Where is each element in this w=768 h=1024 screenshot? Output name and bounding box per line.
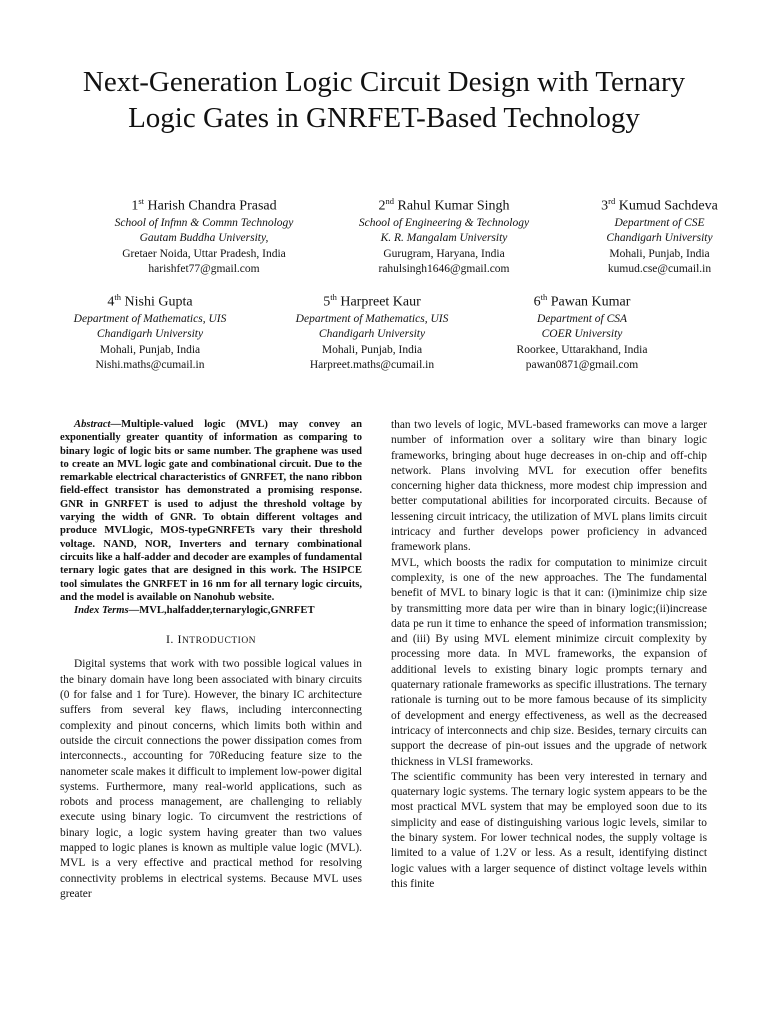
left-column (60, 418, 362, 902)
author-dept: Department of Mathematics, UIS (73, 312, 227, 325)
index-terms-label: Index Terms (74, 605, 129, 617)
author-dept: School of Engineering & Technology (358, 216, 530, 229)
author-email: pawan0871@gmail.com (525, 359, 639, 372)
author-dept: School of Infmn & Commn Technology (114, 216, 294, 229)
author-email: harishfet77@gmail.com (148, 263, 260, 276)
author-name: Nishi Gupta (124, 294, 193, 310)
author-1: 1st Harish Chandra Prasad School of Infmn & Commn Technology Gautam Buddha University, Gretaer Noida, Uttar Pradesh, India harishfet77@gmail.com (84, 192, 324, 278)
section-heading: I. INTRODUCTION (165, 632, 257, 647)
author-location: Mohali, Punjab, India (99, 343, 201, 356)
author-2: 2nd Rahul Kumar Singh School of Engineering & Technology K. R. Mangalam University Gurugram, Haryana, India rahulsingh1646@gmail.com (334, 192, 554, 278)
author-dept: Department of CSE (614, 216, 705, 229)
author-univ: Chandigarh University (318, 328, 426, 341)
abstract-text: —Multiple-valued logic (MVL) may convey an exponentially greater quantity of information as comparing to binary logic of logic bits or same number. The graphene was used to create an MVL logic gate and combinational circuit. Due to the remarkable electrical characteristics of GNRFET, the nano ribbon field-effect transistor has demonstrated a promising response. GNR in GNRFET is used to adjust the threshold voltage by varying the width of GNR. To obtain different voltages and produce MVLlogic, MOS-typeGNRFETs vary their threshold voltage. NAND, NOR, Inverters and ternary combinational circuits like a half-adder and decoder are examples of fundamental ternary logic gates that are designed in this work. The HSIPCE tool simulates the GNRFET in 16 nm for all ternary logic circuits, and the model is available on Nanohub website. (60, 419, 363, 603)
author-dept: Department of Mathematics, UIS (295, 312, 449, 325)
author-univ: Chandigarh University (606, 232, 713, 245)
index-terms (60, 604, 362, 617)
title-line-1: Next-Generation Logic Circuit Design with Ternary (82, 66, 686, 98)
author-email: kumud.cse@cumail.in (607, 263, 712, 276)
right-paragraph-3: The scientific community has been very interested in ternary and quaternary logic systems. The ternary logic system appears to be the most practical MVL system that may be employed soon due to its simplicity and ease of distinguishing various logic levels, similar to the binary system. For lower technical nodes, the supply voltage is limited to a value of 1.2V or less. As a result, identifying distinct logic values with a larger sequence of distinct voltage levels within this finite (391, 770, 707, 890)
author-univ: Chandigarh University (96, 328, 204, 341)
author-location: Mohali, Punjab, India (321, 343, 423, 356)
author-univ: K. R. Mangalam University (380, 232, 508, 245)
paper-title (40, 64, 728, 136)
author-name: Rahul Kumar Singh (397, 198, 510, 214)
author-univ: Gautam Buddha University, (139, 232, 269, 245)
index-terms-text: —MVL,halfadder,ternarylogic,GNRFET (128, 605, 315, 617)
author-email: Nishi.maths@cumail.in (95, 359, 205, 372)
author-location: Mohali, Punjab, India (609, 247, 710, 260)
right-paragraph-1: than two levels of logic, MVL-based frameworks can move a larger number of information over a solitary wire than binary logic frameworks, bringing about huge decreases in on-chip and off-chip network. Plans involving MVL for execution offer benefits concerning higher data thickness, more modest chip impression and better computational abilities for incorporated circuits. Because of lessening circuit intricacy, the utilization of MVL plans limits circuit intricacy and further develops power proficiency in advanced framework plans. (391, 419, 707, 554)
title-line-2: Logic Gates in GNRFET-Based Technology (128, 102, 640, 134)
author-email: Harpreet.maths@cumail.in (309, 359, 435, 372)
intro-paragraph: Digital systems that work with two possible logical values in the binary domain have long been associated with binary circuits (0 for false and 1 for Ture). However, the binary IC architecture suffers from several key flaws, including interconnecting complexity and pinout concerns, which limits both within and outside the circuit connections the power dissipation comes from interconnects., accounting for 70Reducing feature size to the nanometer scale makes it difficult to implement low-power digital systems. Furthermore, many real-world applications, such as robots and process management, are challenging to reliably execute using binary logic. To circumvent the restrictions of binary logic, a logic system having greater than two values mapped to logic planes is known as multiple value logic (MVL). MVL is a very effective and practical method for resolving connectivity problems in electrical systems. Because MVL uses greater (60, 658, 362, 900)
abstract (60, 418, 362, 604)
author-location: Gurugram, Haryana, India (383, 247, 505, 260)
author-name: Harpreet Kaur (340, 294, 421, 310)
author-email: rahulsingh1646@gmail.com (378, 263, 510, 276)
author-3: 3rd Kumud Sachdeva Department of CSE Chandigarh University Mohali, Punjab, India kumud.cse@cumail.in (572, 192, 747, 278)
right-column (391, 418, 707, 892)
author-5: 5th Harpreet Kaur Department of Mathematics, UIS Chandigarh University Mohali, Punjab, India Harpreet.maths@cumail.in (272, 288, 472, 374)
author-6: 6th Pawan Kumar Department of CSA COER University Roorkee, Uttarakhand, India pawan0871@gmail.com (482, 288, 682, 374)
abstract-label: Abstract (74, 419, 111, 430)
author-name: Harish Chandra Prasad (147, 198, 277, 214)
author-name: Kumud Sachdeva (618, 198, 718, 214)
author-location: Roorkee, Uttarakhand, India (516, 343, 648, 356)
author-location: Gretaer Noida, Uttar Pradesh, India (122, 247, 286, 260)
right-paragraph-2: MVL, which boosts the radix for computation to minimize circuit complexity, is one of the new approaches. The The fundamental benefit of MVL to binary logic is that it can: (i)minimize chip size by transmitting more data per wire than in binary logic;(ii)increase data pe run it time to enhance the speed of information transmission; and (iii) By using MVL element minimize circuit complexity by processing more data. In MVL frameworks, the expansion of additional levels to existing binary logic prompts ternary and quaternary rationale frameworks as specific illustrations. The ternary rationale is turning out to be more famous because of its simplicity of development and energy effectiveness, as well as the decreased intricacy of interconnects and chip size. Besides, ternary circuits can support the decrease of pin-out issues and the upgrade of network thickness in VLSI frameworks. (391, 556, 707, 768)
author-dept: Department of CSA (536, 312, 628, 325)
author-4: 4th Nishi Gupta Department of Mathematics, UIS Chandigarh University Mohali, Punjab, India Nishi.maths@cumail.in (50, 288, 250, 374)
author-univ: COER University (541, 328, 623, 341)
author-name: Pawan Kumar (550, 294, 631, 310)
